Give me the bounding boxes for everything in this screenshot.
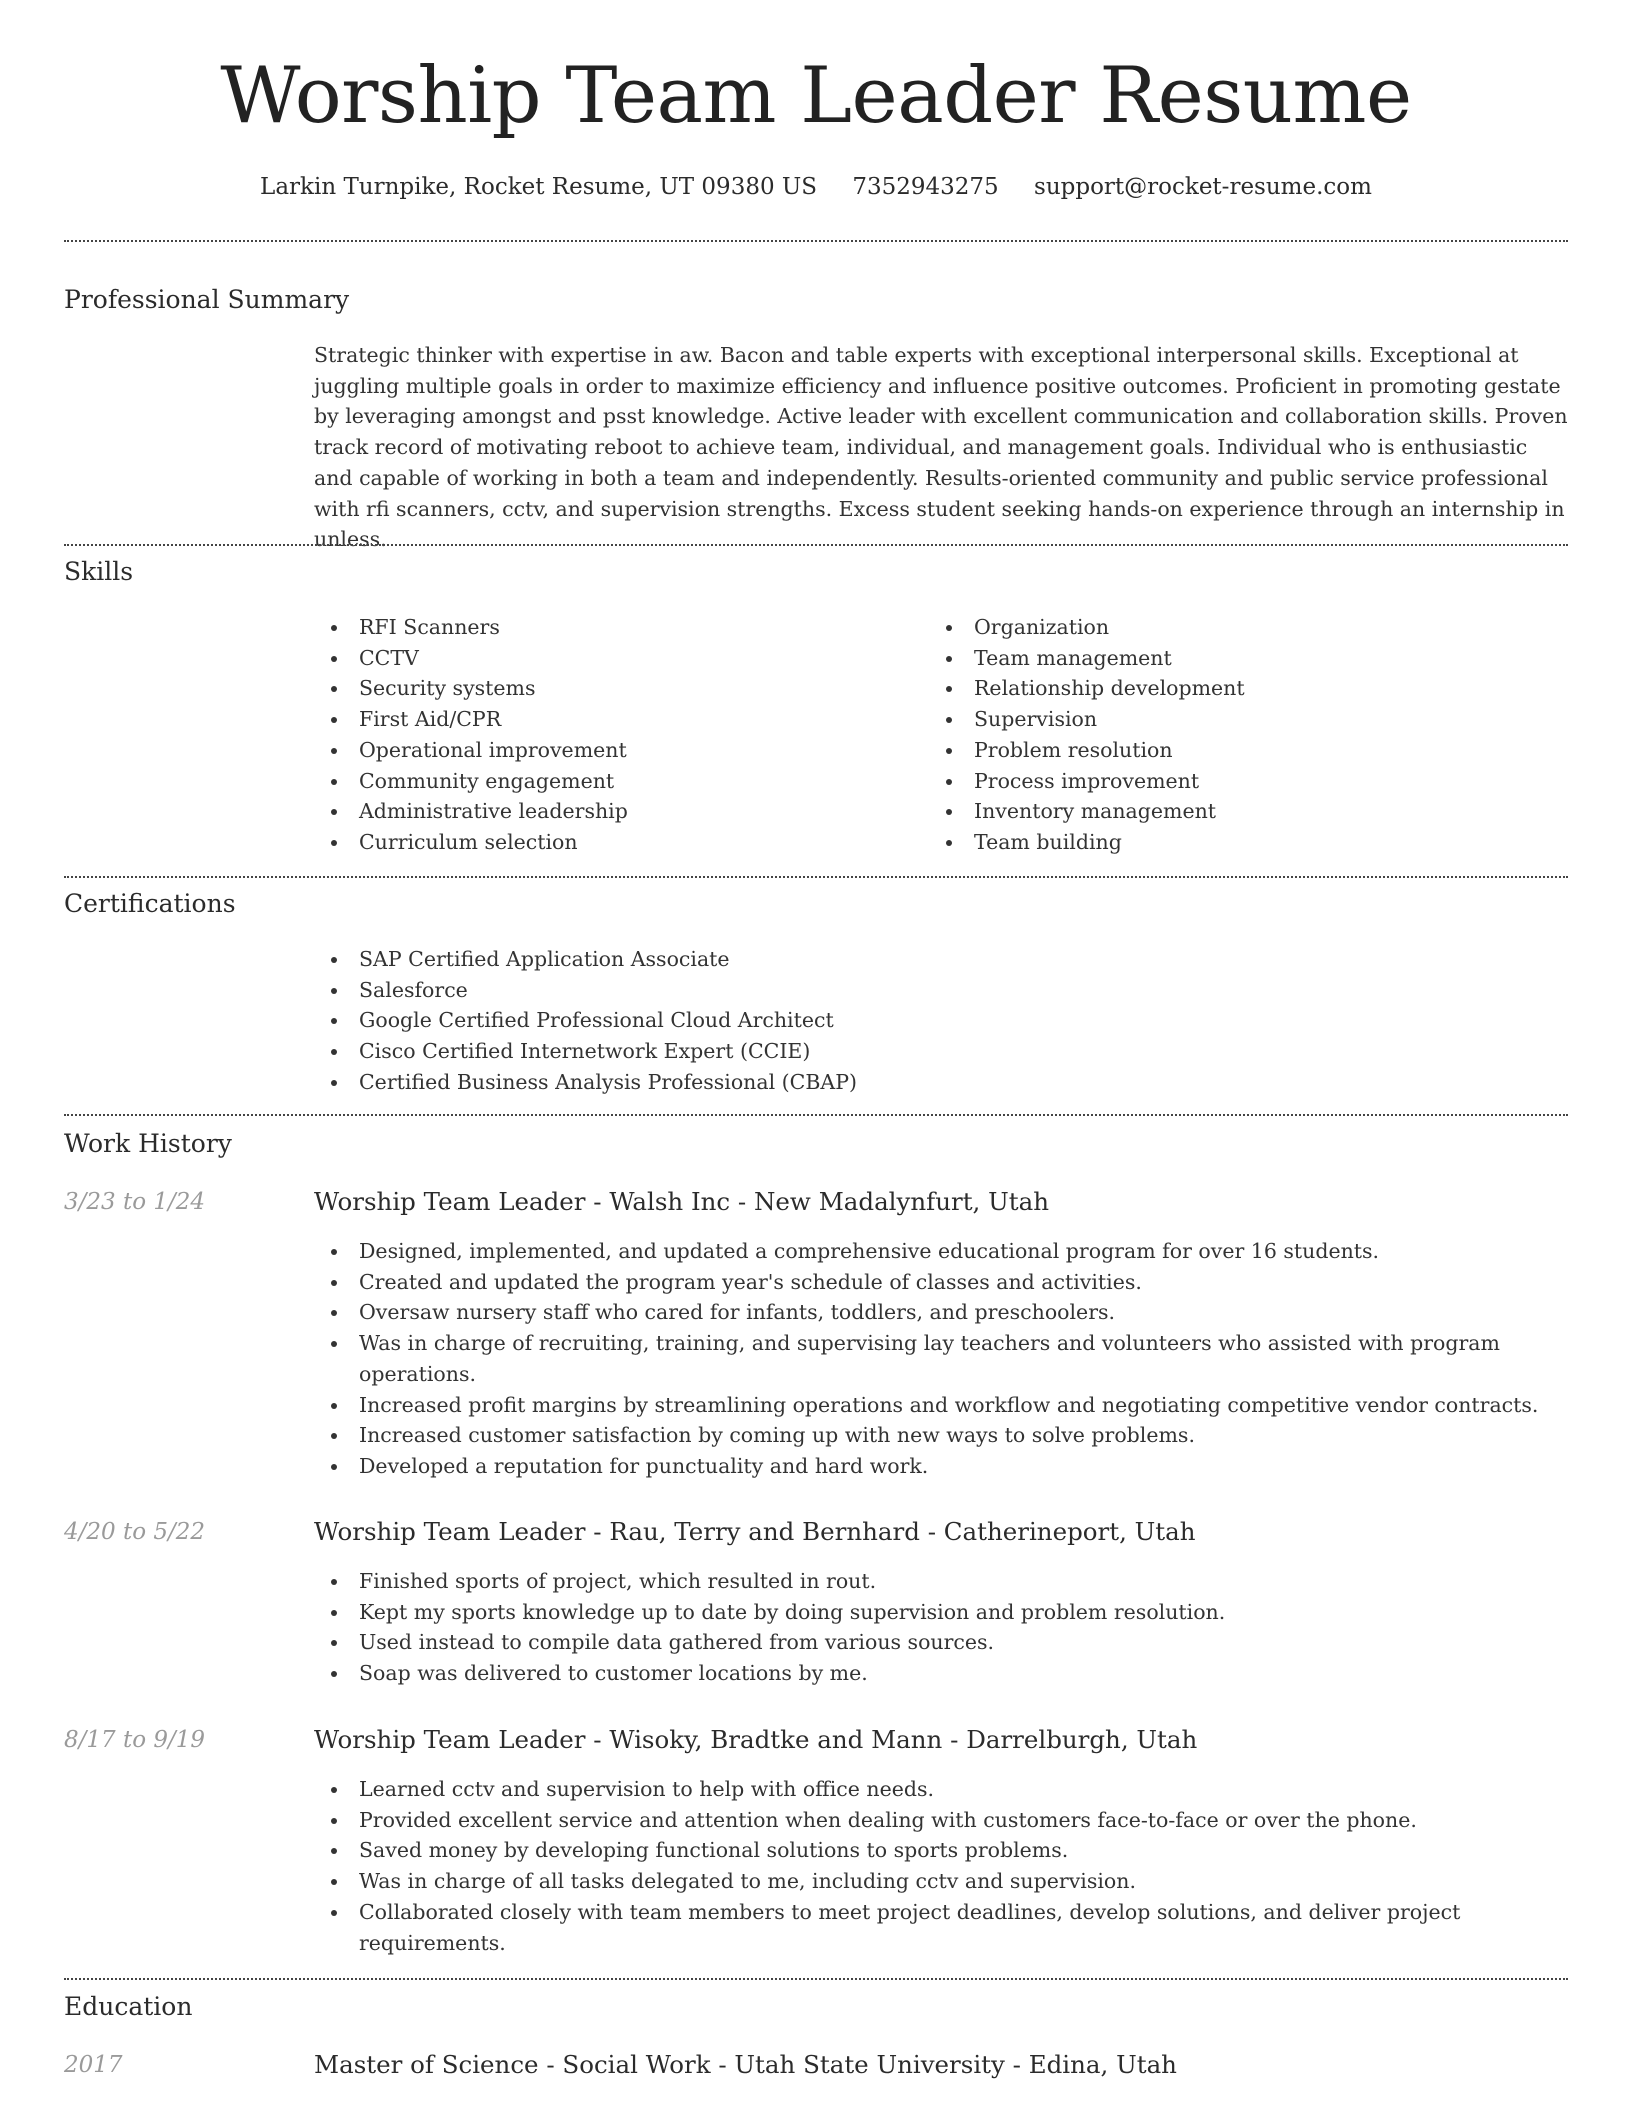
skill-item: RFI Scanners	[314, 612, 914, 643]
job-bullets	[314, 1566, 1568, 1689]
job-title: Worship Team Leader - Wisoky, Bradtke and Mann - Darrelburgh, Utah	[314, 1725, 1198, 1754]
job-title: Worship Team Leader - Rau, Terry and Bernhard - Catherineport, Utah	[314, 1517, 1196, 1546]
job-bullet: Oversaw nursery staff who cared for infants, toddlers, and preschoolers.	[314, 1297, 1568, 1328]
job-dates: 8/17 to 9/19	[64, 1727, 206, 1753]
contact-line	[0, 172, 1632, 202]
job-bullet: Used instead to compile data gathered from various sources.	[314, 1627, 1568, 1658]
section-heading-work-history: Work History	[64, 1129, 232, 1158]
section-heading-summary: Professional Summary	[64, 285, 350, 314]
skills-list-left	[314, 612, 914, 858]
job-bullet: Finished sports of project, which resulted in rout.	[314, 1566, 1568, 1597]
section-divider	[64, 1978, 1568, 1980]
education-degree: Master of Science - Social Work - Utah State University - Edina, Utah	[314, 2050, 1177, 2079]
job-bullet: Was in charge of recruiting, training, and supervising lay teachers and volunteers who assisted with program operations.	[314, 1328, 1568, 1389]
resume-title: Worship Team Leader Resume	[220, 51, 1412, 141]
certification-item: Salesforce	[314, 975, 1568, 1006]
certification-item: SAP Certified Application Associate	[314, 944, 1568, 975]
section-divider	[64, 240, 1568, 242]
skill-item: Inventory management	[929, 796, 1549, 827]
skill-item: Security systems	[314, 673, 914, 704]
section-heading-education: Education	[64, 1992, 193, 2021]
certification-item: Certified Business Analysis Professional (CBAP)	[314, 1067, 1568, 1098]
section-heading-certifications: Certifications	[64, 889, 236, 918]
job-bullet: Increased customer satisfaction by coming up with new ways to solve problems.	[314, 1420, 1568, 1451]
job-bullet: Designed, implemented, and updated a comprehensive educational program for over 16 students.	[314, 1236, 1568, 1267]
skill-item: Community engagement	[314, 766, 914, 797]
job-bullet: Increased profit margins by streamlining operations and workflow and negotiating competitive vendor contracts.	[314, 1390, 1568, 1421]
skill-item: First Aid/CPR	[314, 704, 914, 735]
section-divider	[64, 544, 1568, 546]
job-bullet: Created and updated the program year's schedule of classes and activities.	[314, 1267, 1568, 1298]
section-heading-skills: Skills	[64, 557, 134, 586]
skill-item: Team building	[929, 827, 1549, 858]
contact-address: Larkin Turnpike, Rocket Resume, UT 09380 US	[260, 174, 818, 200]
certification-item: Cisco Certified Internetwork Expert (CCIE)	[314, 1036, 1568, 1067]
skill-item: Problem resolution	[929, 735, 1549, 766]
job-bullet: Developed a reputation for punctuality and hard work.	[314, 1451, 1568, 1482]
skill-item: CCTV	[314, 643, 914, 674]
job-bullet: Was in charge of all tasks delegated to me, including cctv and supervision.	[314, 1866, 1568, 1897]
job-bullets	[314, 1774, 1568, 1958]
job-title: Worship Team Leader - Walsh Inc - New Madalynfurt, Utah	[314, 1187, 1049, 1216]
skills-list-right	[929, 612, 1549, 858]
skill-item: Operational improvement	[314, 735, 914, 766]
job-dates: 3/23 to 1/24	[64, 1189, 206, 1215]
certification-item: Google Certified Professional Cloud Architect	[314, 1005, 1568, 1036]
skill-item: Organization	[929, 612, 1549, 643]
job-dates: 4/20 to 5/22	[64, 1519, 206, 1545]
skill-item: Supervision	[929, 704, 1549, 735]
job-bullet: Provided excellent service and attention when dealing with customers face-to-face or over the phone.	[314, 1805, 1568, 1836]
skill-item: Curriculum selection	[314, 827, 914, 858]
skill-item: Team management	[929, 643, 1549, 674]
skill-item: Process improvement	[929, 766, 1549, 797]
certifications-list	[314, 944, 1568, 1098]
contact-phone: 7352943275	[852, 174, 999, 200]
job-bullet: Kept my sports knowledge up to date by doing supervision and problem resolution.	[314, 1597, 1568, 1628]
skill-item: Administrative leadership	[314, 796, 914, 827]
job-bullet: Collaborated closely with team members to meet project deadlines, develop solutions, and deliver project requirements.	[314, 1897, 1568, 1958]
job-bullets	[314, 1236, 1568, 1482]
job-bullet: Saved money by developing functional solutions to sports problems.	[314, 1835, 1568, 1866]
job-bullet: Learned cctv and supervision to help with office needs.	[314, 1774, 1568, 1805]
contact-email: support@rocket-resume.com	[1034, 174, 1372, 200]
education-year: 2017	[64, 2052, 123, 2078]
skill-item: Relationship development	[929, 673, 1549, 704]
job-bullet: Soap was delivered to customer locations by me.	[314, 1658, 1568, 1689]
summary-text: Strategic thinker with expertise in aw. Bacon and table experts with exceptional interpersonal skills. Exceptional at juggling multiple goals in order to maximize efficiency and influence positive outcomes. Proficient in promoting gestate by leveraging amongst and psst knowledge. Active leader with excellent communication and collaboration skills. Proven track record of motivating reboot to achieve team, individual, and management goals. Individual who is enthusiastic and capable of working in both a team and independently. Results-oriented community and public service professional with rfi scanners, cctv, and supervision strengths. Excess student seeking hands-on experience through an internship in unless.	[314, 343, 1568, 552]
section-divider	[64, 1114, 1568, 1116]
section-divider	[64, 876, 1568, 878]
